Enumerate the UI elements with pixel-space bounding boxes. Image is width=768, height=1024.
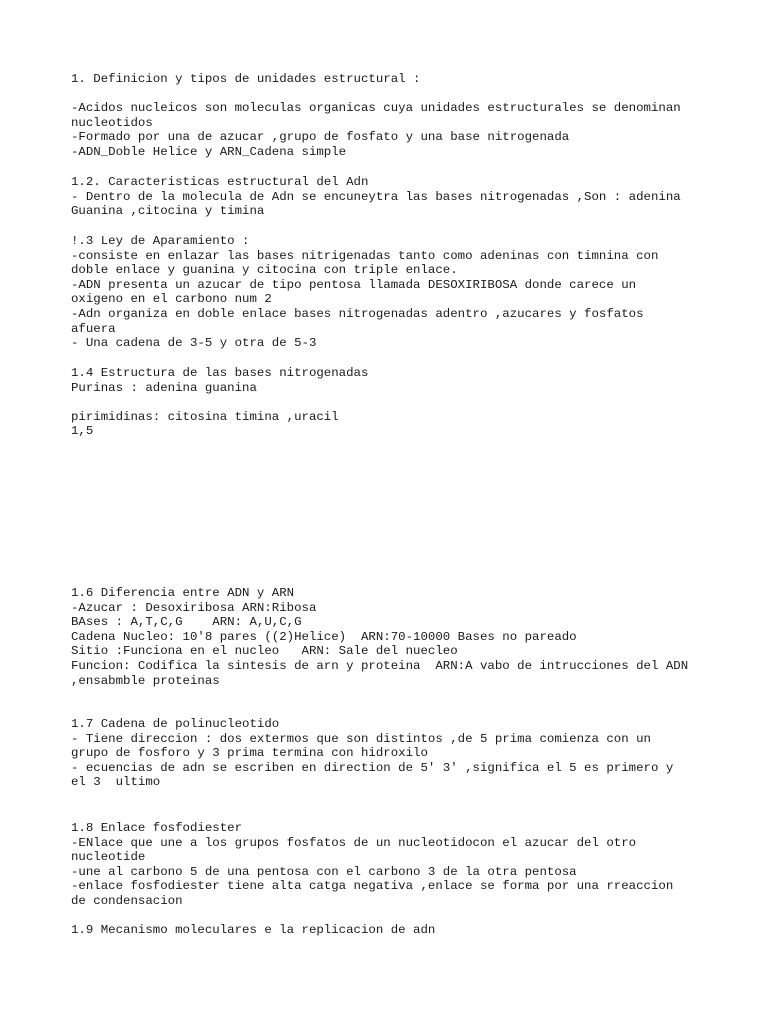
section-estructura-bases: 1.4 Estructura de las bases nitrogenadas Purinas : adenina guanina pirimidinas: citosina timina ,uracil 1,5 <box>71 366 369 439</box>
section-mecanismo-replicacion: 1.9 Mecanismo moleculares e la replicacion de adn <box>71 923 436 937</box>
section-ley-aparamiento: !.3 Ley de Aparamiento : -consiste en enlazar las bases nitrigenadas tanto como adeninas con timnina con doble enlace y guanina y citocina con triple enlace. -ADN presenta un azucar de tipo pentosa llamada DESOXIRIBOSA donde carece un oxigeno en el carbono num 2 -Adn organiza en doble enlace bases nitrogenadas adentro ,azucares y fosfatos afuera - Una cadena de 3-5 y otra de 5-3 <box>71 234 659 351</box>
section-diferencia-adn-arn: 1.6 Diferencia entre ADN y ARN -Azucar : Desoxiribosa ARN:Ribosa BAses : A,T,C,G ARN: A,U,C,G Cadena Nucleo: 10'8 pares ((2)Helice) ARN:70-10000 Bases no pareado Sitio :Funciona en el nucleo ARN: Sale del nuecleo Funcion: Codifica la sintesis de arn y proteina ARN:A vabo de intrucciones del ADN ,ensabmble proteinas <box>71 586 689 688</box>
section-enlace-fosfodiester: 1.8 Enlace fosfodiester -ENlace que une a los grupos fosfatos de un nucleotidocon el azucar del otro nucleotide -une al carbono 5 de una pentosa con el carbono 3 de la otra pentosa -enlace fosfodiester tiene alta catga negativa ,enlace se forma por una rreaccion de condensacion <box>71 821 674 908</box>
section-cadena-polinucleotido: 1.7 Cadena de polinucleotido - Tiene direccion : dos extermos que son distintos ,de 5 prima comienza con un grupo de fosforo y 3 prima termina con hidroxilo - ecuencias de adn se escriben en direction de 5' 3' ,significa el 5 es primero y el 3 ultimo <box>71 717 674 790</box>
section-caracteristicas: 1.2. Caracteristicas estructural del Adn - Dentro de la molecula de Adn se encuneytra las bases nitrogenadas ,Son : adenina Guanina ,citocina y timina <box>71 175 681 219</box>
section-definicion: 1. Definicion y tipos de unidades estructural : -Acidos nucleicos son moleculas organicas cuya unidades estructurales se denominan nucleotidos -Formado por una de azucar ,grupo de fosfato y una base nitrogenada -ADN_Doble Helice y ARN_Cadena simple <box>71 72 681 159</box>
